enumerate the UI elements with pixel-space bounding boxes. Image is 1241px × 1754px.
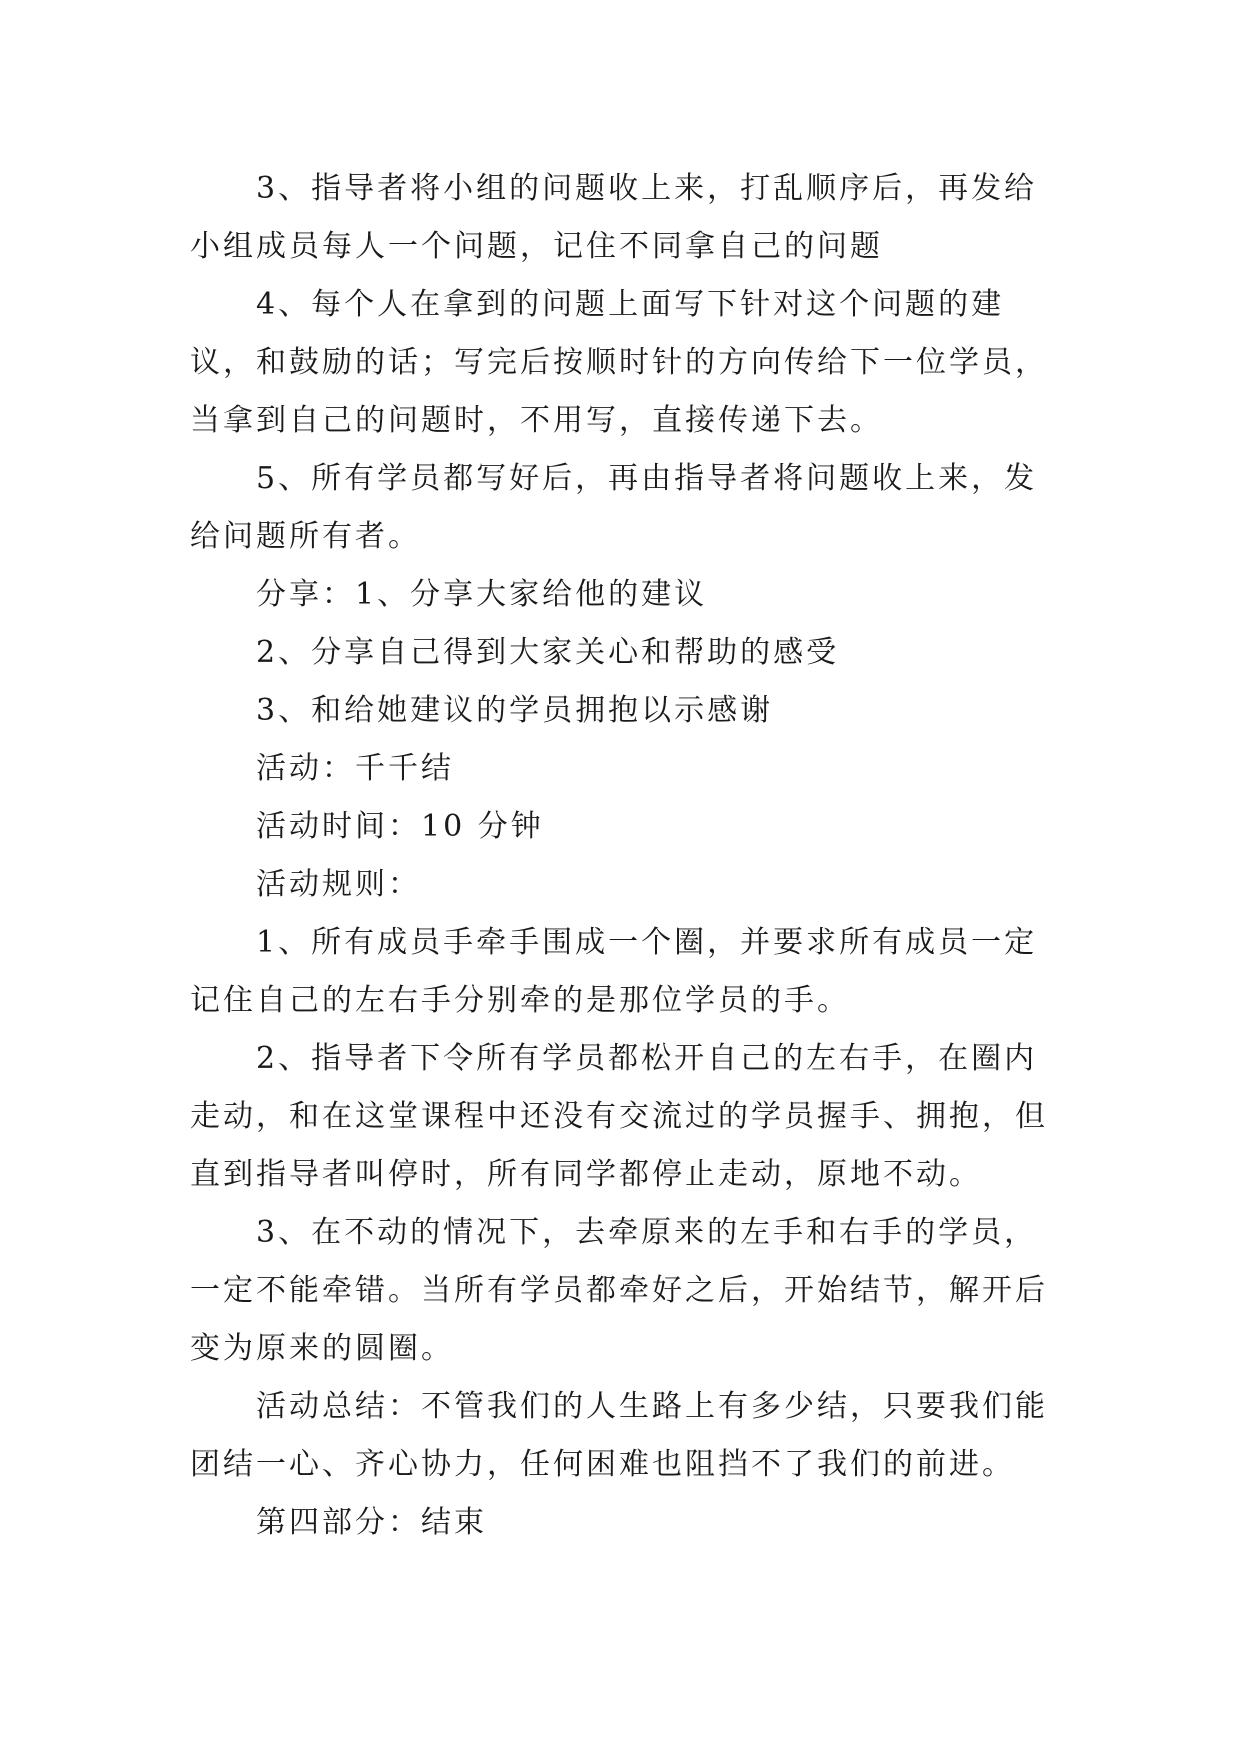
- paragraph-activity-time: 活动时间：10 分钟: [256, 809, 544, 844]
- document-body: [190, 160, 1060, 1552]
- paragraph-share-1: 分享：1、分享大家给他的建议: [256, 577, 708, 612]
- paragraph-step-3-collect: 3、指导者将小组的问题收上来，打乱顺序后，再发给小组成员每人一个问题，记住不同拿自己的问题: [190, 171, 1038, 264]
- paragraph-part-four-end: 第四部分：结束: [256, 1505, 487, 1540]
- paragraph-share-3: 3、和给她建议的学员拥抱以示感谢: [256, 693, 774, 728]
- paragraph-activity-rules-heading: 活动规则：: [256, 867, 421, 902]
- paragraph-rule-3: 3、在不动的情况下，去牵原来的左手和右手的学员，一定不能牵错。当所有学员都牵好之后，开始结节，解开后变为原来的圆圈。: [190, 1215, 1048, 1366]
- paragraph-step-5-return: 5、所有学员都写好后，再由指导者将问题收上来，发给问题所有者。: [190, 461, 1038, 554]
- paragraph-rule-2: 2、指导者下令所有学员都松开自己的左右手，在圈内走动，和在这堂课程中还没有交流过的学员握手、拥抱，但直到指导者叫停时，所有同学都停止走动，原地不动。: [190, 1041, 1048, 1192]
- paragraph-rule-1: 1、所有成员手牵手围成一个圈，并要求所有成员一定记住自己的左右手分别牵的是那位学员的手。: [190, 925, 1038, 1018]
- paragraph-activity-summary: 活动总结：不管我们的人生路上有多少结，只要我们能团结一心、齐心协力，任何困难也阻挡不了我们的前进。: [190, 1389, 1048, 1482]
- paragraph-share-2: 2、分享自己得到大家关心和帮助的感受: [256, 635, 840, 670]
- paragraph-activity-title: 活动：千千结: [256, 751, 454, 786]
- paragraph-step-4-write: 4、每个人在拿到的问题上面写下针对这个问题的建议，和鼓励的话；写完后按顺时针的方向传给下一位学员，当拿到自己的问题时，不用写，直接传递下去。: [190, 287, 1048, 438]
